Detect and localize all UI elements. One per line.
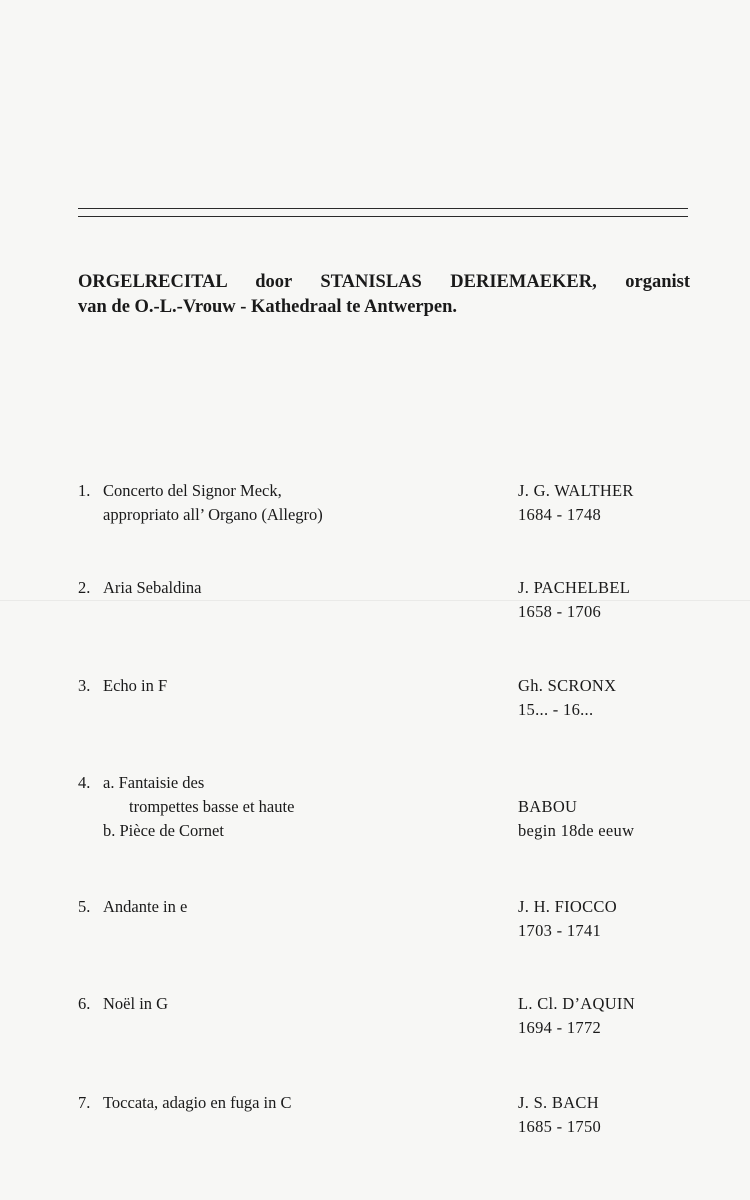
item-number: 6.	[78, 994, 91, 1013]
piece-title	[103, 1091, 292, 1115]
composer-name: BABOU	[518, 797, 578, 816]
piece-line: Toccata, adagio en fuga in C	[103, 1093, 292, 1112]
composer-dates: 1658 - 1706	[518, 602, 602, 621]
piece-title	[103, 479, 323, 527]
heading-line-2: van de O.-L.-Vrouw - Kathedraal te Antwerpen.	[78, 297, 458, 317]
composer-name: J. G. WALTHER	[518, 481, 634, 500]
composer-name: J. S. BACH	[518, 1093, 599, 1112]
composer-name: L. Cl. D’AQUIN	[518, 994, 635, 1013]
piece-line: appropriato all’ Organo (Allegro)	[103, 505, 323, 524]
piece-title	[103, 576, 202, 600]
piece-title	[103, 771, 294, 843]
composer-name: J. H. FIOCCO	[518, 897, 617, 916]
item-number: 1.	[78, 481, 91, 500]
item-number: 2.	[78, 578, 91, 597]
composer	[518, 895, 617, 943]
piece-line: Concerto del Signor Meck,	[103, 481, 282, 500]
composer-dates: begin 18de eeuw	[518, 821, 635, 840]
composer-dates: 1684 - 1748	[518, 505, 602, 524]
composer	[518, 1091, 601, 1139]
piece-line: trompettes basse et haute	[129, 797, 295, 816]
piece-line: Aria Sebaldina	[103, 578, 202, 597]
composer	[518, 674, 616, 722]
piece-line: b. Pièce de Cornet	[103, 821, 224, 840]
composer-dates: 15... - 16...	[518, 700, 594, 719]
item-number: 4.	[78, 773, 91, 792]
piece-title	[103, 992, 168, 1016]
composer-dates: 1685 - 1750	[518, 1117, 602, 1136]
recital-heading	[78, 270, 690, 320]
piece-title	[103, 895, 187, 919]
composer	[518, 795, 634, 843]
composer	[518, 992, 635, 1040]
piece-line: Andante in e	[103, 897, 188, 916]
second-rule	[78, 216, 688, 217]
composer-name: Gh. SCRONX	[518, 676, 617, 695]
composer-dates: 1703 - 1741	[518, 921, 602, 940]
piece-title	[103, 674, 167, 698]
composer	[518, 576, 630, 624]
item-number: 5.	[78, 897, 91, 916]
heading-line-1: ORGELRECITAL door STANISLAS DERIEMAEKER, organist	[78, 272, 690, 292]
composer-dates: 1694 - 1772	[518, 1018, 602, 1037]
piece-line: a. Fantaisie des	[103, 773, 205, 792]
piece-line: Echo in F	[103, 676, 168, 695]
paper-fold	[0, 600, 750, 601]
composer-name: J. PACHELBEL	[518, 578, 631, 597]
item-number: 3.	[78, 676, 91, 695]
composer	[518, 479, 634, 527]
item-number: 7.	[78, 1093, 91, 1112]
piece-line: Noël in G	[103, 994, 169, 1013]
top-rule	[78, 208, 688, 209]
